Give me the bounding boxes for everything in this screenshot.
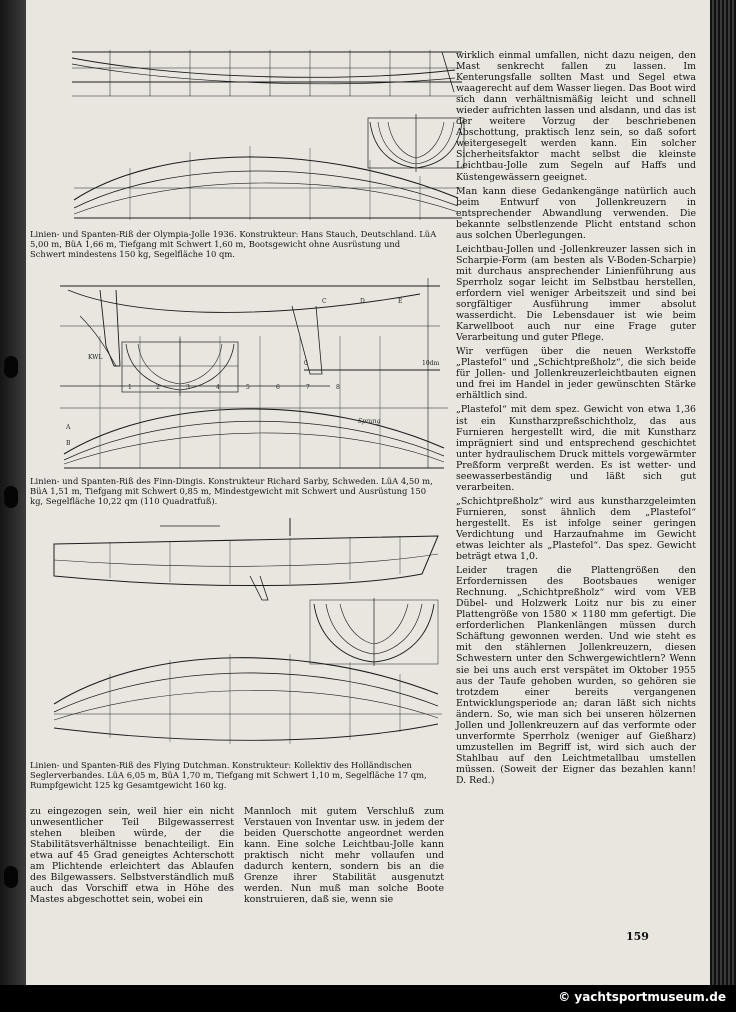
- olympia-jolle-caption: Linien- und Spanten-Riß der Olympia-Jolle 1936. Konstrukteur: Hans Stauch, Deutschland. LüA 5,00 m, BüA 1,66 m, Tiefgang mit Schwert 1,60 m, Bootsgewicht ohne Ausrüstung und Schwert mindestens 150 kg, Segelfläche 10 qm.: [30, 229, 437, 259]
- finn-section-label: D: [360, 298, 365, 305]
- footer-bar: [0, 985, 736, 1012]
- flying-dutchman-caption: Linien- und Spanten-Riß des Flying Dutchman. Konstrukteur: Kollektiv des Holländischen Seglerverbandes. LüA 6,05 m, BüA 1,70 m, Tiefgang mit Schwert 1,10 m, Segelfläche 17 qm, Rumpfgewicht 125 kg Gesamtgewicht 160 kg.: [30, 760, 427, 790]
- finn-station-label: 8: [336, 384, 340, 391]
- binder-hole: [4, 356, 18, 378]
- paragraph: wirklich einmal umfallen, nicht dazu neigen, den Mast senkrecht fallen zu lassen. Im Kenterungsfalle sollten Mast und Segel etwa waagerecht auf dem Wasser liegen. Das Boot wird sich dann verhältnismäßig leicht und schnell wieder aufrichten lassen und alsdann, und das ist der weitere Vorzug der beschriebenen Abschottung, praktisch lenz sein, so daß sofort weitergesegelt werden kann. Ein solcher Sicherheitsfaktor macht selbst die kleinste Leichtbau-Jolle zum Segeln auf Haffs und Küstengewässern geeignet.: [456, 50, 696, 183]
- page-number: 159: [626, 930, 649, 943]
- book-spine-edge: [710, 0, 736, 985]
- finn-section-label: A: [66, 424, 71, 431]
- magazine-page: [26, 0, 710, 985]
- finn-kwl-label: KWL: [88, 354, 103, 361]
- page-left-margin-shadow: [0, 0, 26, 985]
- finn-dingi-caption: Linien- und Spanten-Riß des Finn-Dingis. Konstrukteur Richard Sarby, Schweden. LüA 4,50 m, BüA 1,51 m, Tiefgang mit Schwert 0,85 m, Mindestgewicht mit Schwert und Ausrüstung 150 kg, Segelfläche 10,22 qm (110 Quadratfuß).: [30, 476, 433, 506]
- paragraph: zu eingezogen sein, weil hier ein nicht unwesentlicher Teil Bilgewasserrest stehen bleiben würde, der die Stabilitätsverhältnisse benachteiligt. Ein etwa auf 45 Grad geneigtes Achterschott am Plichtende erleichtert das Ablaufen des Bilgewassers. Selbstverständlich muß auch das Vorschiff etwa in Höhe des Mastes abgeschottet sein, wobei ein: [30, 806, 234, 906]
- olympia-jolle-lines-drawing: [70, 48, 466, 228]
- paragraph: Mannloch mit gutem Verschluß zum Verstauen von Inventar usw. in jedem der beiden Querschotte angeordnet werden kann. Eine solche Leichtbau-Jolle kann praktisch nicht mehr vollaufen und dadurch kentern, sondern bis an die Grenze ihrer Stabilität ausgenutzt werden. Nun muß man solche Boote konstruieren, daß sie, wenn sie: [244, 806, 444, 906]
- paragraph: „Schichtpreßholz“ wird aus kunstharzgeleimten Furnieren, sonst ähnlich dem „Plastefol“ hergestellt. Es ist infolge seiner geringen Verdichtung und Harzaufnahme im Gewicht etwas leichter als „Plastefol“. Das spez. Gewicht beträgt etwa 1,0.: [456, 495, 696, 563]
- finn-station-label: 6: [276, 384, 280, 391]
- finn-section-label: E: [398, 298, 403, 305]
- finn-section-label: C: [322, 298, 327, 305]
- finn-station-label: 1: [128, 384, 132, 391]
- bottom-left-text-column: [30, 806, 234, 908]
- finn-sprung-label: Sprung: [358, 418, 381, 425]
- right-text-column: [456, 50, 696, 789]
- paragraph: Man kann diese Gedankengänge natürlich auch beim Entwurf von Jollenkreuzern in entsprechender Abwandlung verwenden. Die bekannte selbstlenzende Plicht entstand schon aus solchen Überlegungen.: [456, 185, 696, 241]
- finn-station-label: 7: [306, 384, 310, 391]
- finn-scale-start: 0: [304, 360, 308, 367]
- binder-hole: [4, 486, 18, 508]
- finn-section-label: B: [66, 440, 71, 447]
- paragraph: Wir verfügen über die neuen Werkstoffe „Plastefol“ und „Schichtpreßholz“, die sich beide für Jollen- und Jollenkreuzerleichtbauten eignen und frei im Handel in jeder gewünschten Stärke erhältlich sind.: [456, 346, 696, 402]
- finn-dingi-lines-drawing: [60, 276, 448, 472]
- finn-scale-end: 10dm: [422, 360, 440, 367]
- finn-station-label: 2: [156, 384, 160, 391]
- flying-dutchman-lines-drawing: [50, 514, 446, 754]
- finn-station-label: 4: [216, 384, 220, 391]
- paragraph: „Plastefol“ mit dem spez. Gewicht von etwa 1,36 ist ein Kunstharzpreßschichtholz, das aus Furnieren hergestellt wird, die mit Kunstharz imprägniert sind und entsprechend geschichtet unter hydraulischem Druck mittels vorgewärmter Preßform verpreßt werden. Es ist wetter- und seewasserbeständig und läßt sich gut verarbeiten.: [456, 404, 696, 493]
- finn-station-label: 5: [246, 384, 250, 391]
- paragraph: Leider tragen die Plattengrößen den Erfordernissen des Bootsbaues weniger Rechnung. „Schichtpreßholz“ wird vom VEB Dübel- und Holzwerk Loitz nur bis zu einer Plattengröße von 1580 × 1180 mm gefertigt. Die erforderlichen Plankenlängen müssen durch Schäftung gewonnen werden. Und wie steht es mit den stählernen Jollenkreuzern, diesen Schwestern unter den Schwergewichtlern? Wenn sie bei uns auch erst verspätet im Oktober 1955 aus der Taufe gehoben wurden, so gehören sie trotzdem einer bereits vergangenen Entwicklungsperiode an; daran läßt sich nichts ändern. So, wie man sich bei unseren hölzernen Jollen und Jollenkreuzern auf das verformte oder unverformte Sperrholz (weniger auf Gießharz) umzustellen im Begriff ist, wird sich auch der Stahlbau auf den Leichtmetallbau umstellen müssen. (Soweit der Eigner das bezahlen kann! D. Red.): [456, 565, 696, 786]
- paragraph: Leichtbau-Jollen und -Jollenkreuzer lassen sich in Scharpie-Form (am besten als V-Boden-Scharpie) mit durchaus ansprechender Linienführung aus Sperrholz sogar leicht im Selbstbau herstellen, erfordern viel weniger Arbeitszeit und sind bei sorgfältiger Ausführung immer absolut wasserdicht. Die Lebensdauer ist wie beim Karwellboot auch nur eine Frage guter Verarbeitung und guter Pflege.: [456, 243, 696, 344]
- finn-station-label: 3: [186, 384, 190, 391]
- copyright-notice: © yachtsportmuseum.de: [558, 990, 726, 1004]
- binder-hole: [4, 866, 18, 888]
- bottom-middle-text-column: [244, 806, 444, 908]
